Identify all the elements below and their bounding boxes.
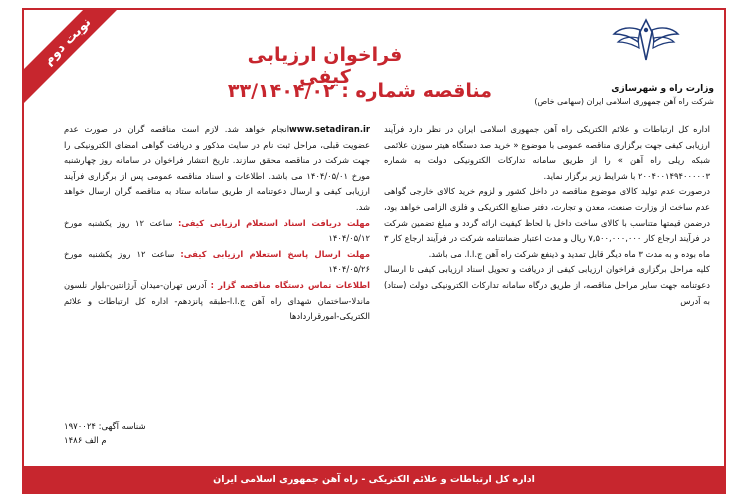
body-column-right bbox=[384, 122, 710, 309]
body-paragraph-registration bbox=[64, 122, 370, 216]
deadline-response-value: ساعت ۱۲ روز یکشنبه مورخ ۱۴۰۴/۰۵/۲۶ bbox=[64, 248, 370, 275]
company-name: شرکت راه آهن جمهوری اسلامی ایران (سهامی خاص) bbox=[534, 97, 714, 106]
ad-code-line: م الف ۱۴۸۶ bbox=[64, 436, 107, 446]
deadline-documents-value: ساعت ۱۲ روز یکشنبه مورخ ۱۴۰۴/۰۵/۱۲ bbox=[64, 217, 370, 244]
corner-ribbon bbox=[22, 8, 132, 118]
contact-address: آدرس تهران-میدان آرژانتین-بلوار نلسون ماندلا-ساختمان شهدای راه آهن ج.ا.ا-طبقه پانزدهم- اداره کل ارتباطات و علائم الکتریکی-امورقراردادها bbox=[64, 279, 370, 322]
contact-info bbox=[64, 278, 370, 325]
footer-bar: اداره کل ارتباطات و علائم الکتریکی - راه آهن جمهوری اسلامی ایران bbox=[22, 466, 726, 494]
page-title: فراخوان ارزیابی کیفی bbox=[247, 44, 403, 88]
ministry-name: وزارت راه و شهرسازی bbox=[611, 84, 714, 94]
ad-identifier bbox=[64, 420, 224, 448]
deadline-response bbox=[64, 247, 370, 278]
railway-emblem-icon bbox=[612, 16, 680, 64]
body-paragraph-intro: اداره کل ارتباطات و علائم الکتریکی راه آهن جمهوری اسلامی ایران در نظر دارد فرآیند ارزیابی کیفی جهت برگزاری مناقصه عمومی با موضوع « خرید صد دستگاه هیتر سوزن علائمی شبکه ریلی راه آهن » را از طریق سامانه تدارکات الکترونیکی دولت به شماره ۲۰۰۴۰۰۱۴۹۴۰۰۰۰۰۳ با شرایط زیر برگزار نماید. bbox=[384, 124, 710, 181]
setad-website-link[interactable]: www.setadiran.ir bbox=[289, 124, 370, 134]
tender-number: مناقصه شماره : ۳۳/۱۴۰۴/۰۲ bbox=[227, 80, 493, 102]
ribbon-label: نوبت دوم bbox=[22, 8, 132, 114]
body-column-left bbox=[64, 122, 370, 325]
ad-id-line: شناسه آگهی: ۱۹۷۰۰۲۴ bbox=[64, 422, 146, 432]
registration-text: انجام خواهد شد. لازم است مناقصه گران در صورت عدم عضویت قبلی، مراحل ثبت نام در سایت مذکور و دریافت گواهی امضای الکترونیکی را جهت شرکت در مناقصه محقق سازند. تاریخ انتشار فراخوان در سامانه روز چهارشنبه مورخ ۱۴۰۴/۰۵/۰۱ می باشد. اطلاعات و اسناد مناقصه عمومی پس از برگزاری فرآیند ارزیابی کیفی و ارسال دعوتنامه از طریق سامانه ستاد به مناقصه گران ارسال خواهد شد. bbox=[64, 124, 370, 212]
contact-label: اطلاعات تماس دستگاه مناقصه گزار : bbox=[210, 279, 370, 290]
body-paragraph-conditions: درصورت عدم تولید کالای موضوع مناقصه در داخل کشور و لزوم خرید کالای خارجی گواهی عدم ساخت از وزارت صنعت، معدن و تجارت، دفتر صنایع الکتریکی و فلزی الزامی خواهد بود، درضمن قیمتها متناسب با کالای ساخت داخل با لحاظ کیفیت ارائه گردد و مبلغ تضمین شرکت در فرآیند ارجاع کار ۷,۵۰۰,۰۰۰,۰۰۰ ریال و مدت اعتبار ضمانتنامه شرکت در فرآیند ارجاع کار ۳ ماه بوده و به مدت ۳ ماه دیگر قابل تمدید و ذینفع شرکت راه آهن ج.ا.ا. می باشد. bbox=[384, 186, 711, 259]
deadline-response-label: مهلت ارسال پاسخ استعلام ارزیابی کیفی: bbox=[180, 248, 371, 259]
deadline-documents bbox=[64, 216, 370, 247]
deadline-documents-label: مهلت دریافت اسناد استعلام ارزیابی کیفی: bbox=[177, 217, 370, 228]
body-paragraph-procedure: کلیه مراحل برگزاری فراخوان ارزیابی کیفی از دریافت و تحویل اسناد ارزیابی کیفی تا ارسال دعوتنامه جهت سایر مراحل مناقصه، از طریق درگاه سامانه تدارکات الکترونیکی دولت (ستاد) به آدرس bbox=[384, 264, 710, 306]
